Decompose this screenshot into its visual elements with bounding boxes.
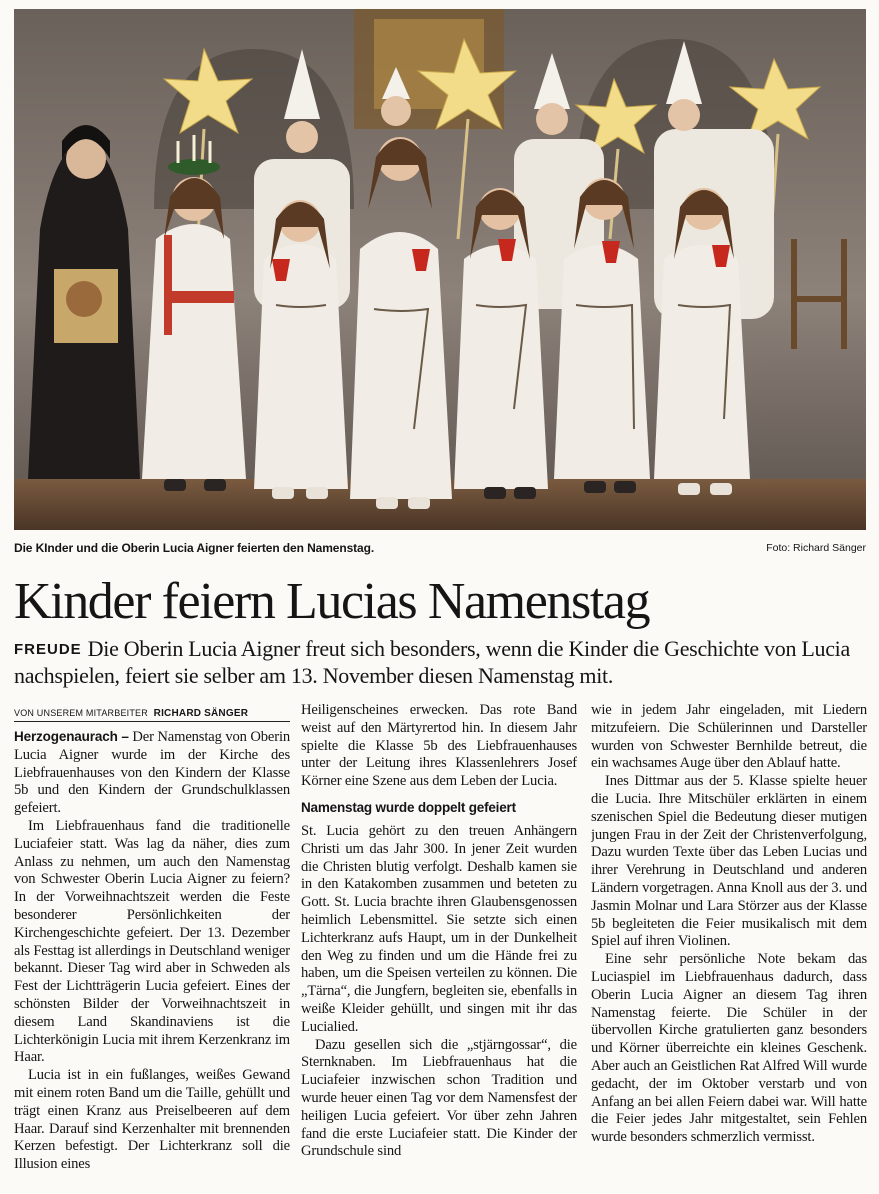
paragraph: Heiligenscheines erwecken. Das rote Band weist auf den Märtyrertod hin. In diesem Jahr spielte die Klasse 5b des Liebfrauenhauses unter der Leitung ihres Klassenlehrers Josef Körner eine Szene aus dem Leben der Lucia.: [301, 702, 577, 790]
lead-text: Die Oberin Lucia Aigner freut sich besonders, wenn die Kinder die Geschichte von Lucia nachspielen, feiert sie selber am 13. November diesen Namenstag mit.: [14, 636, 850, 688]
paragraph: Im Liebfrauenhaus fand die traditionelle Luciafeier statt. Was lag da näher, dies zum Anlass zu nehmen, um auch den Namenstag von Schwester Oberin Lucia Aigner zu feiern? In der Vorweihnachtszeit werden die Feste besonderer Persönlichkeiten der Kirchengeschichte gefeiert. Der 13. Dezember als Festtag ist allerdings in Deutschland weniger bekannt. Dieser Tag wird aber in Schweden als Fest der Lichtträgerin Lucia gefeiert. Eines der schönsten Bilder der Vorweihnachtszeit in diesem Land Skandinaviens ist die Lichterkönigin Lucia mit ihrem Kerzenkranz im Haar.: [14, 817, 290, 1066]
article-photo: [14, 9, 866, 530]
article-headline: Kinder feiern Lucias Namenstag: [14, 573, 650, 630]
dateline: Herzogenaurach –: [14, 729, 129, 744]
article-column-3: [591, 702, 867, 1187]
paragraph: wie in jedem Jahr eingeladen, mit Liedern mitzufeiern. Die Schülerinnen und Darsteller wurden von Schwester Bernhilde betreut, die ein wachsames Auge über den Ablauf hatte.: [591, 702, 867, 772]
subheading: Namenstag wurde doppelt gefeiert: [301, 799, 516, 815]
paragraph: Eine sehr persönliche Note bekam das Luciaspiel im Liebfrauenhaus dadurch, dass Oberin Lucia Aigner an diesem Tag ihren Namenstag feierte. Die Schüler in der übervollen Kirche gratulierten ganz besonders und Körner überreichte ein kleines Geschenk. Aber auch an Geistlichen Rat Alfred Will wurde gedacht, der im Oktober verstarb und von Anfang an bei allen Feiern dabei war. Will hatte die Feier jedes Jahr mitgestaltet, sein Fehlen wurde besonders schmerzlich vermisst.: [591, 951, 867, 1146]
paragraph: Ines Dittmar aus der 5. Klasse spielte heuer die Lucia. Ihre Mitschüler erklärten in einem szenischen Spiel die Bedeutung dieser mutigen jungen Frau in der Zeit der Christenverfolgung, Dazu wurden Texte über das Leben Lucias und ihrer Verehrung in Deutschland und anderen Ländern vorgetragen. Anna Knoll aus der 3. und Jasmin Molnar und Lara Störzer aus der Klasse 5b begleiteten die Feier musikalisch mit dem Spiel auf ihren Violinen.: [591, 773, 867, 950]
paragraph: Dazu gesellen sich die „stjärngossar“, die Sternknaben. Im Liebfrauenhaus hat die Luciafeier inzwischen schon Tradition und wurde heuer einen Tag vor dem Namensfest der heiligen Lucia gefeiert. Vor über zehn Jahren fand die erste Luciafeier statt. Die Kinder der Grundschule sind: [301, 1036, 577, 1160]
article-column-2: [301, 702, 577, 1187]
byline-author: RICHARD SÄNGER: [153, 708, 249, 719]
photo-credit: Foto: Richard Sänger: [766, 542, 866, 554]
photo-illustration: [14, 9, 866, 530]
paragraph-text: Der Namenstag von Oberin Lucia Aigner wurde im der Kirche des Liebfrauenhauses von den Kindern der Klasse 5b und den Kindern der Grundschulklassen gefeiert.: [14, 729, 290, 817]
paragraph: Lucia ist in ein fußlanges, weißes Gewand mit einem roten Band um die Taille, gehüllt und trägt einen Kranz aus Preiselbeeren auf dem Haar. Darauf sind Kerzenhalter mit brennenden Kerzen befestigt. Der Lichterkranz soll die Illusion eines: [14, 1067, 290, 1173]
paragraph: St. Lucia gehört zu den treuen Anhängern Christi um das Jahr 300. In jener Zeit wurden die Christen blutig verfolgt. Deshalb kamen sie in den Katakomben zusammen und beteten zu Gott. St. Lucia brachte ihren Glaubensgenossen heimlich Lebensmittel. Sie setzte sich einen Lichterkranz aufs Haupt, um in der Dunkelheit den Weg zu finden und um die Hände frei zu haben, um die Speisen verteilen zu können. Die „Tärna“, die Jungfern, begleiten sie, ebenfalls in weiße Kleider gehüllt, und singen mit ihr das Lucialied.: [301, 822, 577, 1035]
paragraph: [14, 728, 290, 818]
article-column-1: [14, 705, 290, 1190]
byline-prefix: VON UNSEREM MITARBEITER: [14, 708, 148, 718]
byline: [14, 705, 290, 722]
article-lead: [14, 636, 866, 689]
photo-caption-row: [14, 541, 866, 557]
photo-caption: Die KInder und die Oberin Lucia Aigner feierten den Namenstag.: [14, 541, 375, 555]
kicker: FREUDE: [14, 641, 82, 658]
